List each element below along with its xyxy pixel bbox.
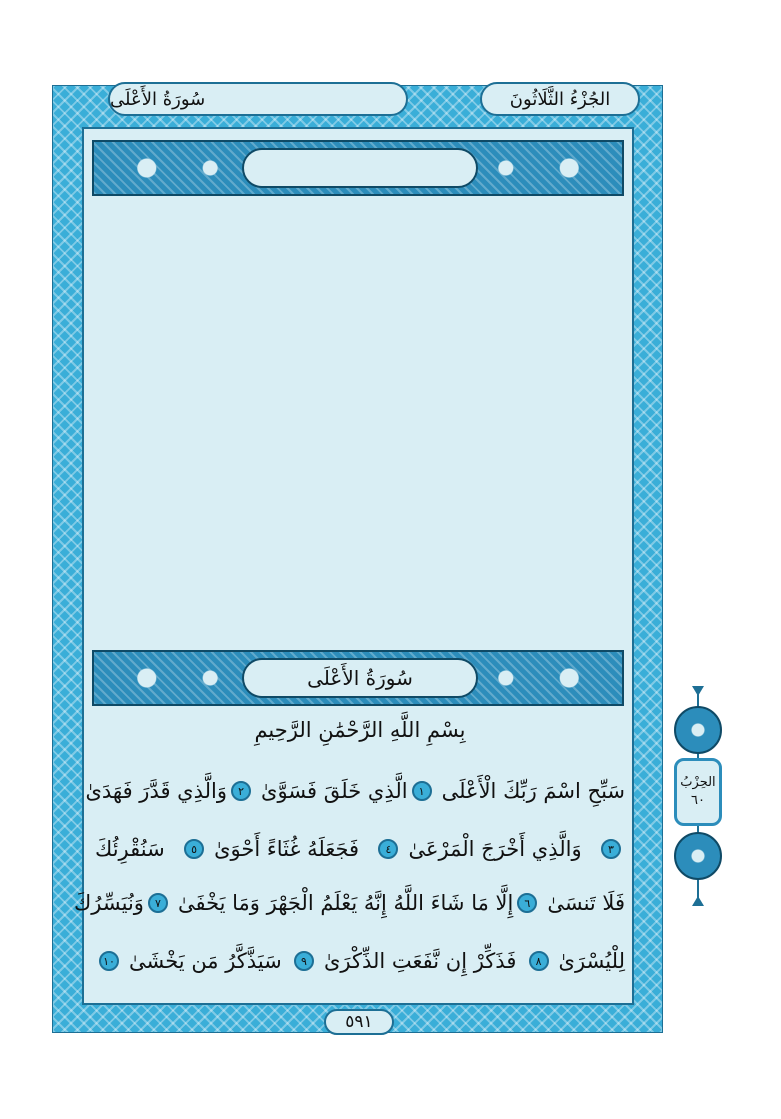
verse-text: وَنُيَسِّرُكَ (73, 891, 144, 915)
verse-line-1 (85, 770, 625, 812)
verse-segment (95, 949, 282, 973)
ayah-number-marker: ٢ (231, 781, 251, 801)
ayah-number-marker: ١٠ (99, 951, 119, 971)
verse-text: لِلْيُسْرَىٰ (558, 949, 625, 973)
verse-text: سَبِّحِ اسْمَ رَبِّكَ الْأَعْلَى (441, 779, 625, 803)
page-number: ٥٩١ (324, 1009, 394, 1035)
basmala: بِسْمِ اللَّهِ الرَّحْمَٰنِ الرَّحِيمِ (254, 718, 466, 742)
verse-segment (85, 779, 227, 803)
ayah-number-marker: ١ (412, 781, 432, 801)
hizb-label: الحِزْبُ (680, 775, 716, 790)
ayah-number-marker: ٧ (148, 893, 168, 913)
verse-text: وَالَّذِي أَخْرَجَ الْمَرْعَىٰ (408, 837, 582, 861)
verse-segment (290, 949, 516, 973)
verse-segment (144, 891, 513, 915)
juz-label: الجُزْءُ الثَّلَاثُونَ (509, 88, 611, 110)
verse-text: فَجَعَلَهُ غُثَاءً أَحْوَىٰ (214, 837, 360, 861)
verse-line-4 (95, 940, 625, 982)
verse-text: فَذَكِّرْ إِن نَّفَعَتِ الذِّكْرَىٰ (323, 949, 517, 973)
juz-header-tab (480, 82, 640, 116)
surah-header-tab (108, 82, 408, 116)
verse-text: الَّذِي خَلَقَ فَسَوَّىٰ (261, 779, 408, 803)
arrow-down-icon (692, 686, 704, 696)
verse-line-2 (95, 828, 625, 870)
hizb-number: ٦٠ (691, 793, 705, 808)
ayah-number-marker: ٩ (294, 951, 314, 971)
ayah-number-marker: ٨ (529, 951, 549, 971)
top-ornament-band (92, 140, 624, 196)
verse-segment (227, 779, 408, 803)
verse-text: سَنُقْرِئُكَ (95, 837, 165, 861)
verse-text: إِلَّا مَا شَاءَ اللَّهُ إِنَّهُ يَعْلَمُ الْجَهْرَ وَمَا يَخْفَىٰ (177, 891, 514, 915)
ayah-number-marker: ٥ (184, 839, 204, 859)
verse-text: وَالَّذِي قَدَّرَ فَهَدَىٰ (85, 779, 228, 803)
top-ornament-cartouche (242, 148, 478, 188)
surah-title: سُورَةُ الأَعْلَى (242, 658, 478, 698)
ayah-number-marker: ٤ (378, 839, 398, 859)
hizb-ornament-top-icon (674, 706, 722, 754)
verse-text: سَيَذَّكَّرُ مَن يَخْشَىٰ (129, 949, 282, 973)
surah-header-label: سُورَةُ الأَعْلَى (110, 88, 206, 110)
verse-segment (513, 891, 625, 915)
surah-title-band (92, 650, 624, 706)
hizb-ornament-bottom-icon (674, 832, 722, 880)
verse-segment (408, 779, 625, 803)
ayah-number-marker: ٦ (517, 893, 537, 913)
ayah-number-marker: ٣ (601, 839, 621, 859)
verse-segment (180, 837, 359, 861)
verse-segment (525, 949, 625, 973)
verse-line-3 (73, 882, 625, 924)
hizb-marker (674, 758, 722, 826)
verse-segment (374, 837, 581, 861)
page-text-area (82, 127, 634, 1005)
verse-text: فَلَا تَنسَىٰ (547, 891, 625, 915)
verse-segment (95, 837, 165, 861)
verse-segment (74, 891, 144, 915)
arrow-up-icon (692, 896, 704, 906)
verse-segment (597, 839, 625, 859)
